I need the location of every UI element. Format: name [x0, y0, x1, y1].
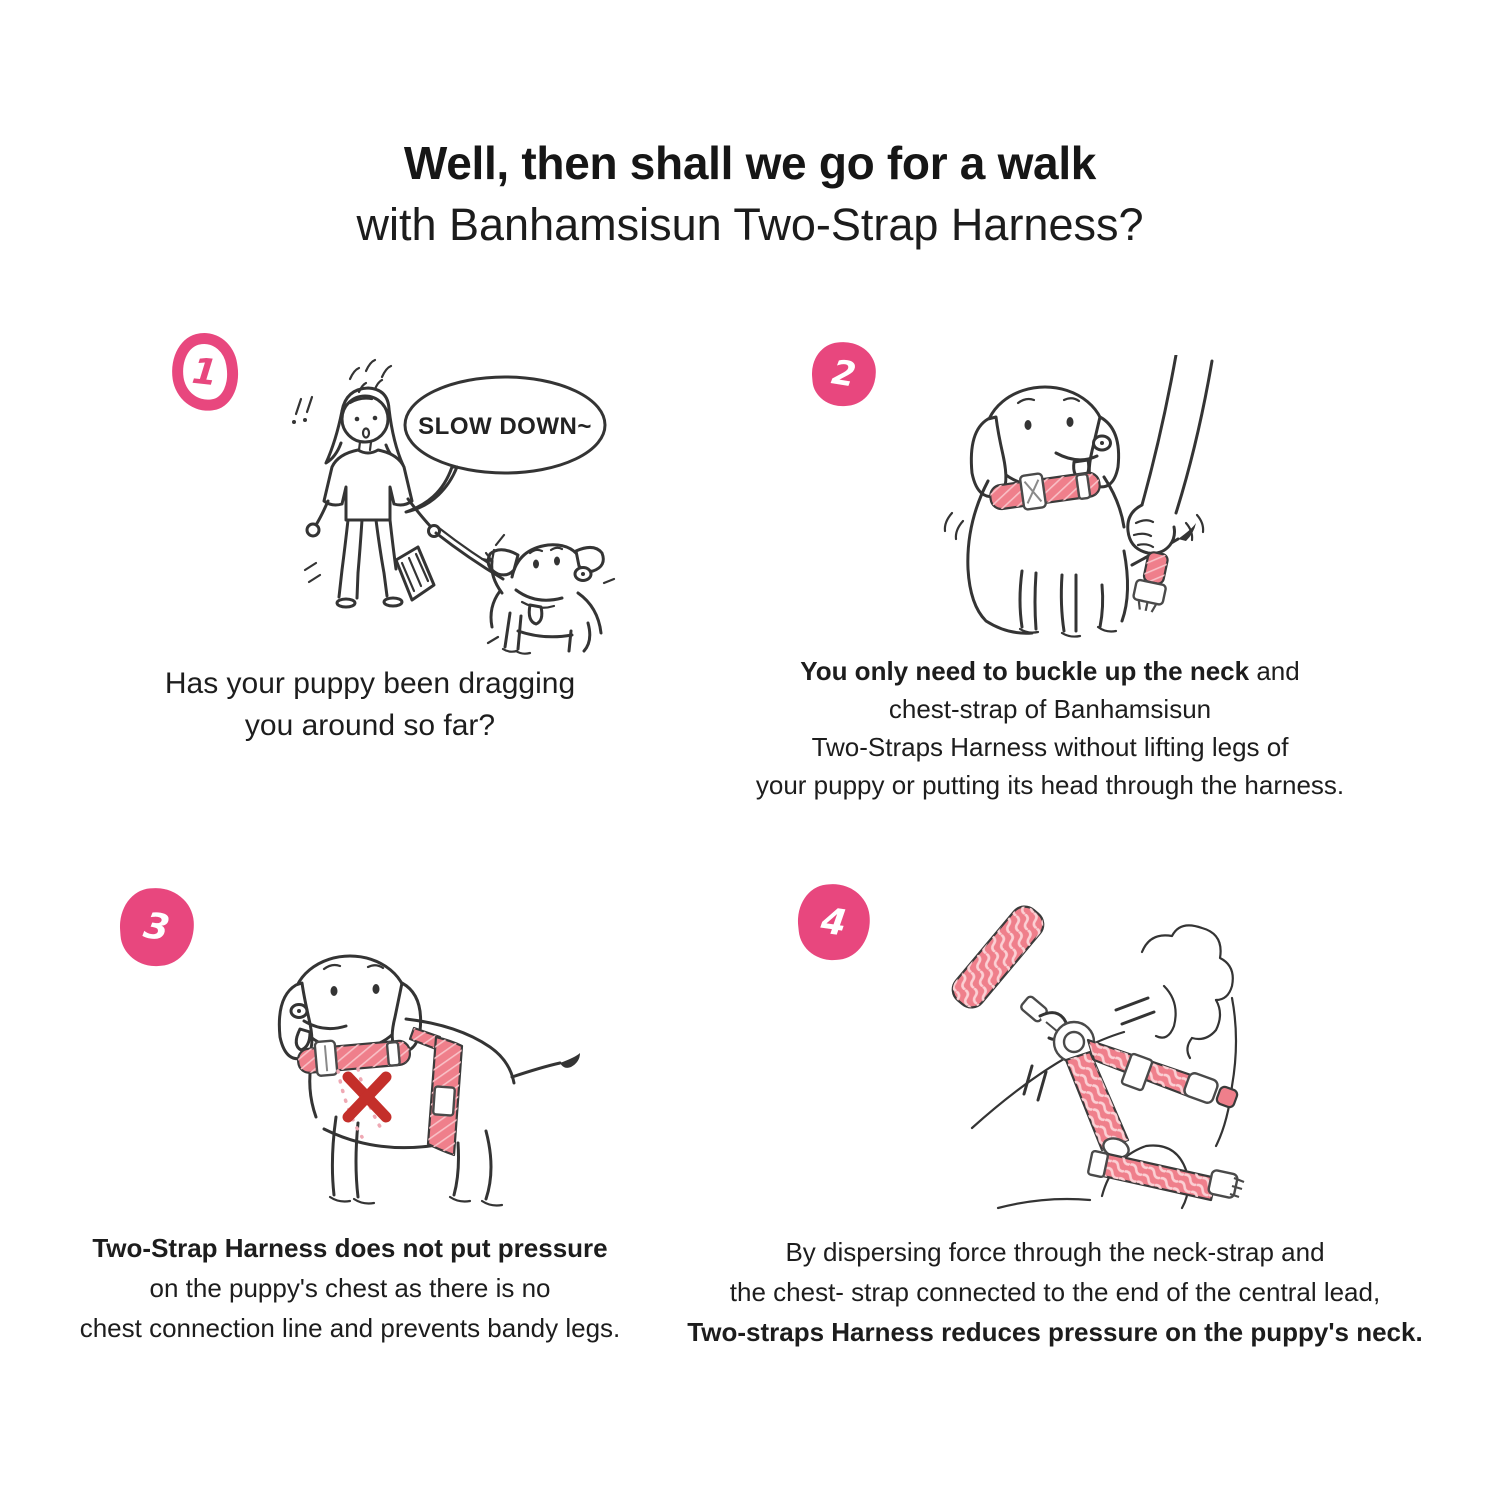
woman-drawing — [292, 360, 440, 607]
chest-strap-piece — [1131, 550, 1173, 614]
section-2 — [660, 325, 1440, 870]
x-mark — [348, 1077, 386, 1117]
section-1-number-badge: 1 — [167, 329, 243, 415]
section-4-caption: By dispersing force through the neck-strap and the chest- strap connected to the end of the central lead, Two-straps Harness reduces pressure on the puppy's neck. — [687, 1237, 1423, 1347]
section-1-caption: Has your puppy been dragging you around so far? — [164, 667, 576, 742]
illustration-harness-lead-closeup — [880, 890, 1265, 1220]
hand-arm-drawing — [1128, 355, 1212, 553]
title-line-1: Well, then shall we go for a walk — [403, 137, 1097, 189]
section-4-number-badge: 4 — [794, 880, 874, 963]
chest-strap — [1088, 1151, 1244, 1200]
page-title — [0, 137, 1500, 250]
section-2-caption: You only need to buckle up the neck and chest-strap of Banhamsisun Two-Straps Harness without lifting legs of your puppy or putting its head through the harness. — [755, 656, 1345, 800]
illustration-puppy-harness-no-chest-line — [200, 925, 615, 1230]
section-3 — [30, 880, 670, 1420]
section-4 — [640, 880, 1470, 1420]
section-1 — [60, 325, 680, 870]
section-2-number-badge: 2 — [809, 339, 878, 408]
illustration-hand-buckling-harness — [880, 355, 1215, 645]
speech-bubble-text: SLOW DOWN~ — [418, 413, 592, 440]
title-line-2: with Banhamsisun Two-Strap Harness? — [356, 199, 1144, 250]
section-3-number-badge: 3 — [117, 886, 196, 969]
leash-strap — [947, 901, 1049, 1023]
illustration-woman-dragged-by-puppy — [200, 355, 655, 660]
girth-strap — [410, 1028, 462, 1155]
puppy-drawing — [279, 956, 580, 1206]
speech-bubble — [405, 377, 605, 512]
puppy-drawing — [482, 535, 614, 654]
section-3-caption: Two-Strap Harness does not put pressure on the puppy's chest as there is no chest connection line and prevents bandy legs. — [79, 1233, 621, 1343]
